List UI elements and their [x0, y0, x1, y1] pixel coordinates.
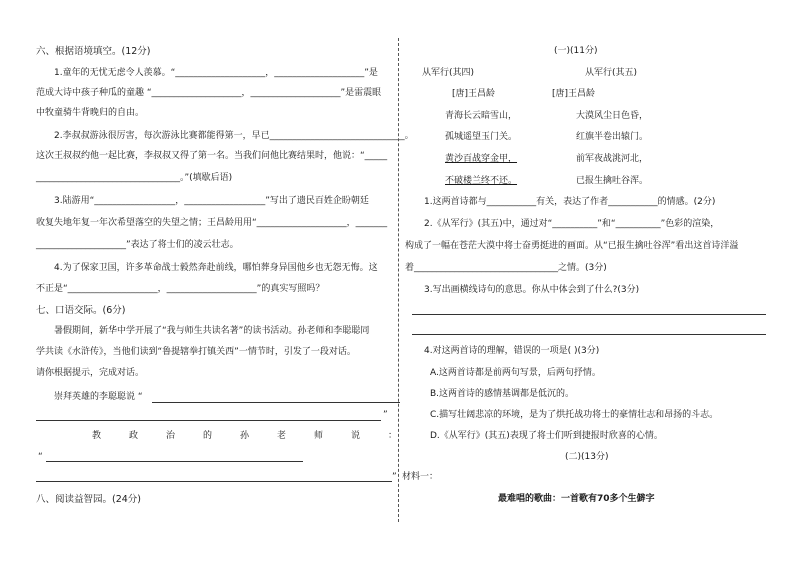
s7-speaker2-char: 治 [166, 431, 176, 441]
s7-speaker2-char: 说 [351, 431, 361, 441]
section-6-title: 六、根据语境填空。(12分) [36, 46, 151, 57]
material-title: 最难唱的歌曲：一首歌有70多个生僻字 [498, 494, 655, 504]
s7-speaker1: 崇拜英雄的李聪聪说 “ [54, 392, 143, 402]
s7-speaker2-char: 教 [92, 431, 102, 441]
q1-line3: 中牧童骑牛背晚归的自由。 [36, 108, 145, 118]
part-1-title: (一)(11分) [554, 46, 598, 56]
section-7-title: 七、口语交际。(6分) [36, 305, 126, 316]
part-2-title: (二)(13分) [565, 452, 609, 462]
r-q1: 1.这两首诗都与___________有关，表达了作者___________的情感。(2分) [424, 197, 716, 207]
r-q2-line1: 2.《从军行》(其五)中，通过对“__________”和“__________”色彩的渲染， [424, 219, 720, 229]
q1-line2: 范成大诗中孩子种瓜的童趣 “____________________，____________________”是雷震眼 [36, 88, 382, 98]
poem-1-line-underlined: 黄沙百战穿金甲， [445, 154, 518, 164]
r-q2-line2: 构成了一幅在苍茫大漠中将士奋勇挺进的画面。从“已报生擒吐谷浑”看出这首诗洋溢 [405, 241, 739, 251]
poem-1-author: [唐]王昌龄 [452, 89, 496, 99]
s7-close-quote-1: ” [383, 410, 388, 420]
poem-2-line: 前军夜战洮河北， [576, 154, 649, 164]
column-divider [398, 38, 399, 522]
s7-answer-line-1b[interactable] [36, 420, 381, 421]
q2-line2: 这次王叔叔约他一起比赛，李叔叔又得了第一名。当我们问他比赛结果时，他说：“_____ [36, 151, 388, 161]
r-q4-option-a: A.这两首诗都是前两句写景，后两句抒情。 [430, 368, 601, 378]
poem-1-line: 青海长云暗雪山， [445, 111, 518, 121]
s7-answer-line-2b[interactable] [36, 481, 392, 482]
s7-open-quote-2: “ [38, 452, 43, 462]
s7-answer-line-1a[interactable] [152, 402, 400, 403]
q3-line3: ____________________”表达了将士们的凌云壮志。 [36, 240, 239, 250]
r-q4: 4.对这两首诗的理解，错误的一项是( )(3分) [424, 346, 600, 356]
s7-line3: 请你根据提示，完成对话。 [36, 368, 145, 378]
material-label: 材料一： [402, 472, 439, 482]
s7-answer-line-2a[interactable] [46, 461, 303, 462]
q3-line2: 收复失地年复一年次希望落空的失望之情；王昌龄用用“____________________，_______ [36, 218, 388, 228]
poem-2-line: 已报生擒吐谷浑。 [576, 176, 649, 186]
poem-1-title: 从军行(其四) [422, 68, 475, 78]
s7-close-quote-2: ” [392, 472, 397, 482]
r-q4-option-c: C.描写壮阔悲凉的环境，是为了烘托战功将士的豪情壮志和昂扬的斗志。 [430, 410, 719, 420]
s7-speaker2-char: 孙 [240, 431, 250, 441]
poem-2-line: 大漠风尘日色昏， [576, 111, 649, 121]
s7-speaker2-char: ： [388, 431, 398, 441]
q2-line1: 2.李叔叔游泳很厉害，每次游泳比赛都能得第一，早已______________________________。 [54, 131, 414, 141]
q2-line3: ________________________________。”(填歇后语) [36, 173, 233, 183]
r-q3-answer-line-2[interactable] [412, 334, 766, 335]
poem-2-line: 红旗半卷出辕门。 [576, 132, 649, 142]
s7-speaker2-char: 师 [314, 431, 324, 441]
r-q3: 3.写出画横线诗句的意思。你从中体会到了什么?(3分) [424, 285, 640, 295]
poem-2-author: [唐]王昌龄 [552, 89, 596, 99]
r-q3-answer-line-1[interactable] [412, 314, 766, 315]
r-q2-line3: 着________________________________之情。(3分) [405, 263, 607, 273]
s7-line1: 暑假期间，新华中学开展了“我与师生共读名著”的读书活动。孙老师和李聪聪同 [54, 326, 370, 336]
q3-line1: 3.陆游用“__________________，__________________”写出了遗民百姓企盼朝廷 [54, 196, 369, 206]
r-q4-option-b: B.这两首诗的感情基调都是低沉的。 [430, 389, 575, 399]
s7-speaker2-char: 的 [203, 431, 213, 441]
s7-speaker2-char: 老 [277, 431, 287, 441]
q4-line1: 4.为了保家卫国，许多革命战士毅然奔赴前线，哪怕葬身异国他乡也无怨无悔。这 [54, 263, 378, 273]
poem-1-line: 孤城遥望玉门关。 [445, 132, 518, 142]
s7-speaker2-char: 政 [129, 431, 139, 441]
r-q4-option-d: D.《从军行》(其五)表现了将士们听到捷报时欣喜的心情。 [430, 431, 663, 441]
q1-line1: 1.童年的无忧无虑令人羡慕。“____________________，____________________”是 [54, 68, 378, 78]
poem-1-line-underlined: 不破楼兰终不还。 [445, 176, 518, 186]
poem-2-title: 从军行(其五) [585, 68, 638, 78]
section-8-title: 八、阅读益智园。(24分) [36, 494, 142, 505]
q4-line2: 不正是“____________________，____________________”的真实写照吗？ [36, 284, 325, 294]
s7-line2: 学共读《水浒传》，当他们读到“鲁提辖拳打镇关西”一情节时，引发了一段对话。 [36, 347, 356, 357]
